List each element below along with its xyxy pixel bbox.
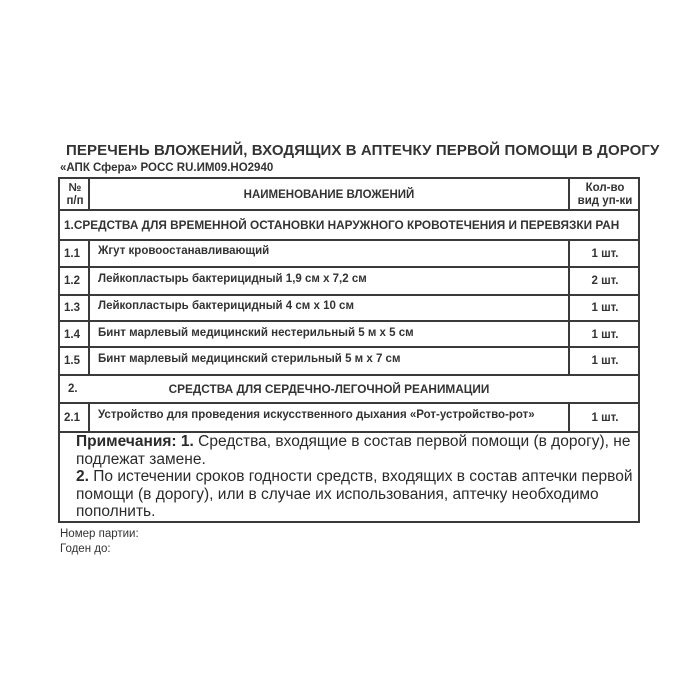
expiry-date-label: Годен до: (60, 543, 111, 555)
table-rule (60, 294, 638, 296)
table-rule (60, 239, 638, 241)
batch-number-label: Номер партии: (60, 528, 139, 540)
row-name: Лейкопластырь бактерицидный 4 см х 10 см (98, 300, 354, 312)
note-1-number: 1. (180, 433, 194, 450)
table-rule (88, 402, 90, 431)
row-num: 2.1 (64, 412, 80, 424)
row-num: 1.5 (64, 355, 80, 367)
header-num: № п/п (66, 182, 84, 208)
row-num: 1.2 (64, 275, 80, 287)
notes-heading: Примечания: (76, 433, 177, 450)
header-qty: Кол-во вид уп-ки (577, 182, 633, 208)
section-1-title: 1.СРЕДСТВА ДЛЯ ВРЕМЕННОЙ ОСТАНОВКИ НАРУЖНОГО КРОВОТЕЧЕНИЯ И ПЕРЕВЯЗКИ РАН (64, 218, 620, 232)
table-rule (60, 320, 638, 322)
section-2-num: 2. (68, 383, 78, 395)
notes-block (76, 433, 636, 521)
note-2-number: 2. (76, 468, 89, 485)
table-rule (88, 239, 90, 374)
row-qty: 1 шт. (591, 412, 619, 424)
document-title: ПЕРЕЧЕНЬ ВЛОЖЕНИЙ, ВХОДЯЩИХ В АПТЕЧКУ ПЕРВОЙ ПОМОЩИ В ДОРОГУ (66, 142, 660, 159)
note-1-text: Средства, входящие в состав первой помощи (в дорогу), не подлежат замене. (76, 433, 631, 468)
row-name: Жгут кровоостанавливающий (98, 245, 270, 257)
table-rule (60, 346, 638, 348)
note-1 (76, 433, 636, 468)
row-qty: 1 шт. (591, 329, 619, 341)
note-2-text: По истечении сроков годности средств, входящих в состав аптечки первой помощи (в дорогу), или в случае их использования, аптечку необходимо пополнить. (76, 468, 633, 520)
row-num: 1.1 (64, 248, 80, 260)
table-rule (60, 402, 638, 404)
row-qty: 1 шт. (591, 248, 619, 260)
row-num: 1.4 (64, 329, 80, 341)
row-name: Бинт марлевый медицинский нестерильный 5 м х 5 см (98, 327, 414, 339)
row-name: Бинт марлевый медицинский стерильный 5 м х 7 см (98, 353, 401, 365)
section-2-title: СРЕДСТВА ДЛЯ СЕРДЕЧНО-ЛЕГОЧНОЙ РЕАНИМАЦИИ (168, 382, 490, 396)
row-qty: 1 шт. (591, 355, 619, 367)
row-num: 1.3 (64, 302, 80, 314)
row-qty: 1 шт. (591, 302, 619, 314)
table-rule (60, 374, 638, 376)
row-name: Лейкопластырь бактерицидный 1,9 см х 7,2 см (98, 273, 367, 285)
table-rule (60, 266, 638, 268)
contents-table (58, 177, 640, 523)
header-name: НАИМЕНОВАНИЕ ВЛОЖЕНИЙ (243, 189, 415, 201)
table-rule (60, 209, 638, 211)
note-2 (76, 468, 636, 521)
certificate-line: «АПК Сфера» РОСС RU.ИМ09.НО2940 (60, 162, 274, 174)
row-qty: 2 шт. (591, 275, 619, 287)
row-name: Устройство для проведения искусственного дыхания «Рот-устройство-рот» (98, 409, 535, 421)
